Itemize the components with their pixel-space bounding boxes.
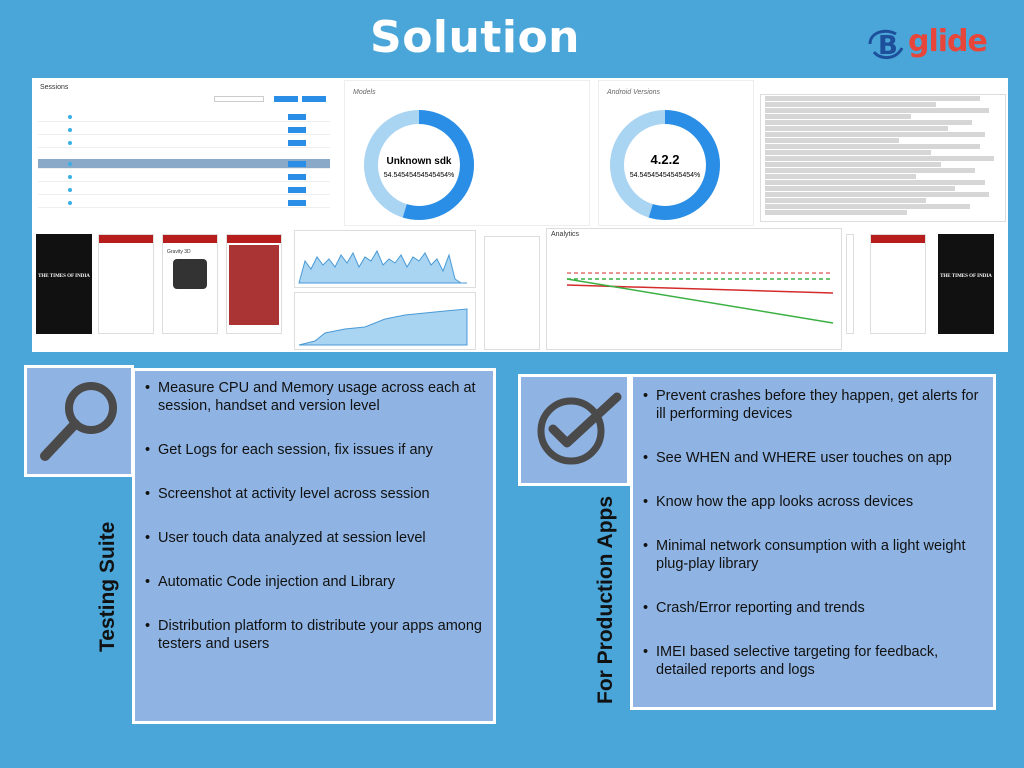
app-screenshot (226, 234, 282, 334)
android-value: 4.2.2 (650, 152, 680, 167)
android-percent: 54.54545454545454% (629, 172, 701, 179)
memory-usage-graph (294, 292, 476, 350)
table-row (38, 198, 330, 208)
cpu-usage-graph (294, 230, 476, 288)
list-item: • Get Logs for each session, fix issues if any (145, 441, 483, 459)
dashboard-screenshots (32, 78, 1008, 352)
models-donut (345, 81, 591, 227)
table-row (38, 138, 330, 148)
app-brand-text: THE TIMES OF INDIA (38, 274, 90, 279)
app-screenshot (98, 234, 154, 334)
list-item: • Crash/Error reporting and trends (643, 599, 983, 617)
list-item: • See WHEN and WHERE user touches on app (643, 449, 983, 467)
analytics-label: Analytics (551, 231, 580, 238)
list-item: • Know how the app looks across devices (643, 493, 983, 511)
app-screenshot (162, 234, 218, 334)
list-item: • Prevent crashes before they happen, get alerts for ill performing devices (643, 387, 983, 423)
page-title: Solution (370, 12, 580, 63)
table-row (38, 159, 330, 169)
sessions-button (302, 96, 326, 102)
app-brand-text: THE TIMES OF INDIA (940, 274, 992, 279)
list-item: • User touch data analyzed at session level (145, 529, 483, 547)
list-item: • Screenshot at activity level across session (145, 485, 483, 503)
list-item: • Minimal network consumption with a light weight plug-play library (643, 537, 983, 573)
app-screenshot (36, 234, 92, 334)
table-row (38, 185, 330, 195)
production-label: For Production Apps (594, 495, 617, 704)
app-screenshot (938, 234, 994, 334)
list-item: • Measure CPU and Memory usage across each at session, handset and version level (145, 379, 483, 415)
sessions-search-input (214, 96, 264, 102)
sessions-table (34, 80, 334, 230)
logo-letter: B (878, 31, 898, 61)
models-label: Models (353, 89, 376, 96)
sessions-title: Sessions (40, 84, 69, 91)
session-list (484, 236, 540, 350)
production-list (643, 387, 983, 679)
testing-suite-list (145, 379, 483, 653)
production-icon-box (518, 374, 630, 486)
app-screenshot (846, 234, 854, 334)
log-console (760, 94, 1006, 222)
app-movie-title: Gravity 3D (167, 249, 191, 255)
android-donut (599, 81, 755, 227)
testing-suite-panel (132, 368, 496, 724)
checkmark-icon (521, 377, 627, 483)
app-screenshot (870, 234, 926, 334)
logo-text: glide (908, 24, 987, 59)
models-value: Unknown sdk (386, 156, 452, 167)
testing-suite-icon-box (24, 365, 134, 477)
magnifier-icon (27, 368, 131, 474)
list-item: • Automatic Code injection and Library (145, 573, 483, 591)
android-versions-chart (598, 80, 754, 226)
table-row (38, 112, 330, 122)
testing-suite-label: Testing Suite (96, 521, 119, 652)
production-panel (630, 374, 996, 710)
logo-mark-icon (866, 24, 908, 64)
table-row (38, 125, 330, 135)
sessions-button (274, 96, 298, 102)
models-chart (344, 80, 590, 226)
list-item: • Distribution platform to distribute your apps among testers and users (145, 617, 483, 653)
brand-logo (866, 24, 996, 64)
table-row (38, 172, 330, 182)
analytics-chart (546, 228, 842, 350)
models-percent: 54.54545454545454% (383, 172, 455, 179)
android-label: Android Versions (607, 89, 661, 96)
list-item: • IMEI based selective targeting for feedback, detailed reports and logs (643, 643, 983, 679)
